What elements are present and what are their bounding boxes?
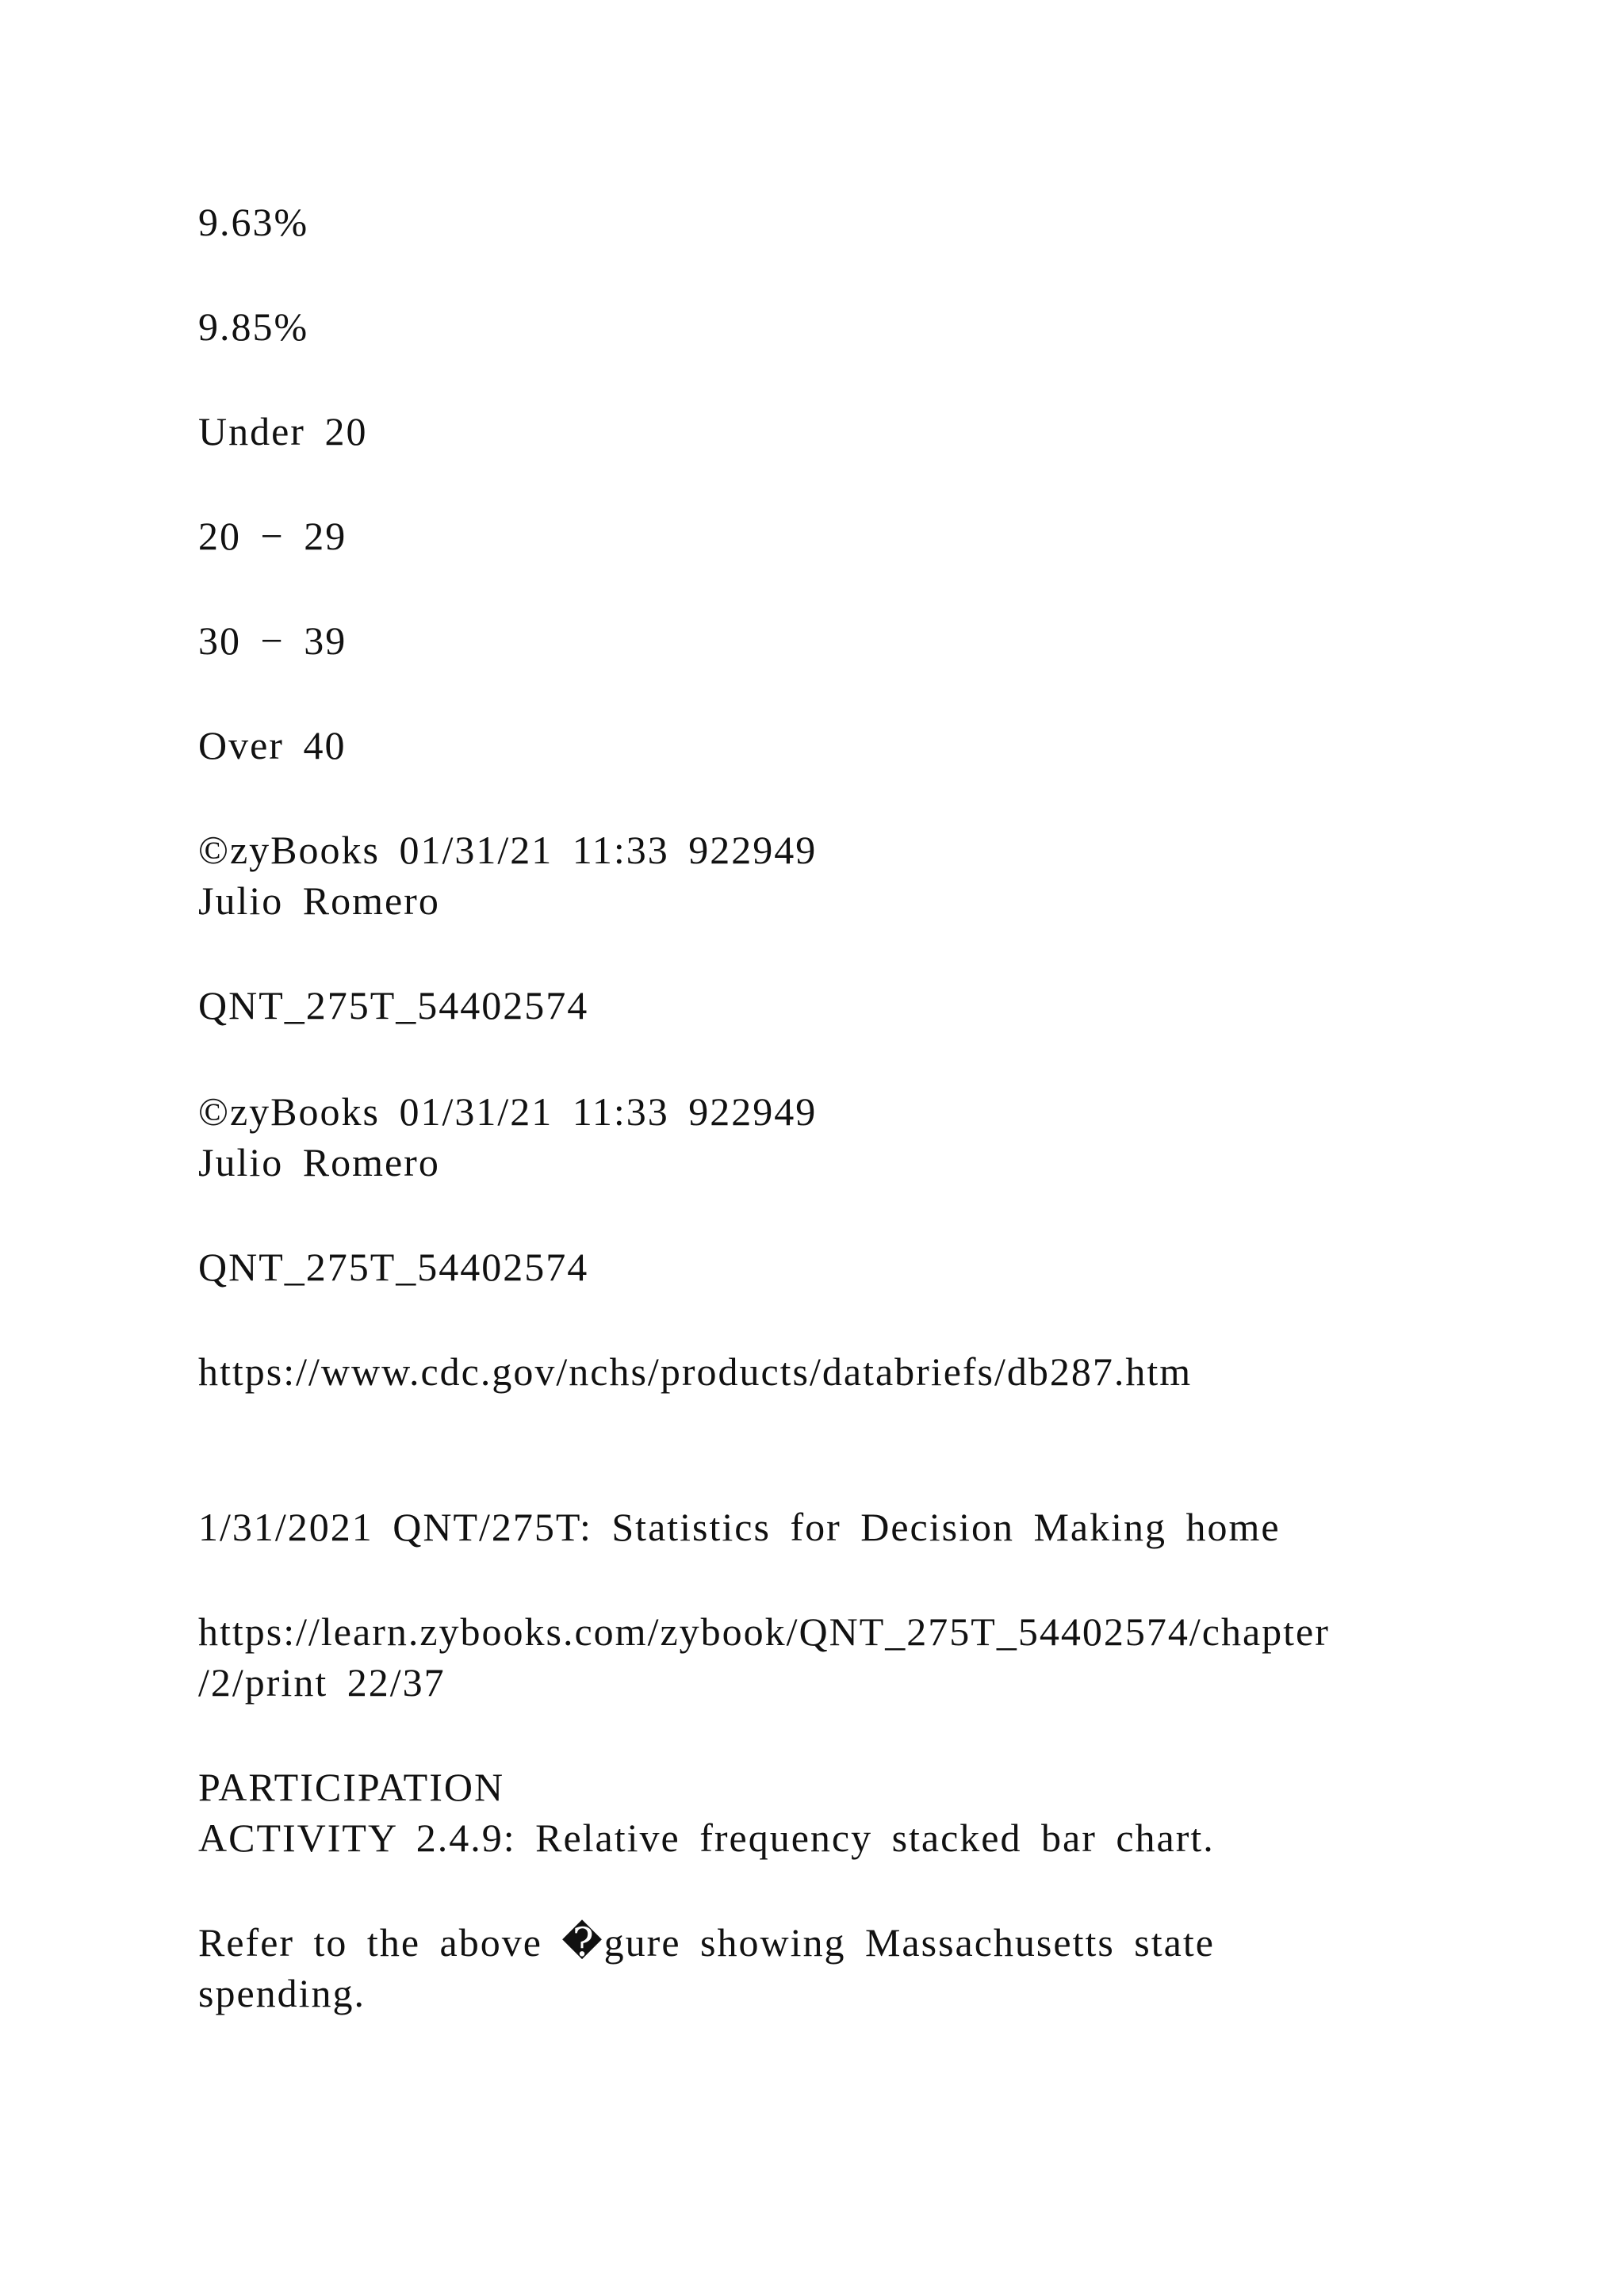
percent-value-line: 9.63% (198, 200, 309, 244)
age-category-line: 20 − 29 (198, 514, 347, 558)
course-code-line: QNT_275T_54402574 (198, 1245, 589, 1289)
watermark-name-line: Julio Romero (198, 878, 440, 923)
print-header-line: 1/31/2021 QNT/275T: Statistics for Decision Making home (198, 1505, 1281, 1549)
copyright-watermark-line: ©zyBooks 01/31/21 11:33 922949 (198, 828, 818, 872)
percent-value-line: 9.85% (198, 304, 309, 349)
age-category-line: Over 40 (198, 723, 347, 767)
document-page (198, 0, 1546, 2296)
question-text-line: spending. (198, 1971, 366, 2015)
age-category-line: Under 20 (198, 409, 368, 453)
copyright-watermark-line: ©zyBooks 01/31/21 11:33 922949 (198, 1089, 818, 1134)
source-url-line: https://www.cdc.gov/nchs/products/databriefs/db287.htm (198, 1349, 1193, 1394)
print-page-number-line: /2/print 22/37 (198, 1660, 446, 1705)
activity-label-line: PARTICIPATION (198, 1765, 505, 1809)
watermark-name-line: Julio Romero (198, 1140, 440, 1184)
question-text-line: Refer to the above �gure showing Massachusetts state (198, 1920, 1215, 1965)
age-category-line: 30 − 39 (198, 618, 347, 663)
course-code-line: QNT_275T_54402574 (198, 983, 589, 1027)
print-url-line: https://learn.zybooks.com/zybook/QNT_275T_54402574/chapter (198, 1609, 1330, 1654)
activity-title-line: ACTIVITY 2.4.9: Relative frequency stacked bar chart. (198, 1816, 1215, 1860)
